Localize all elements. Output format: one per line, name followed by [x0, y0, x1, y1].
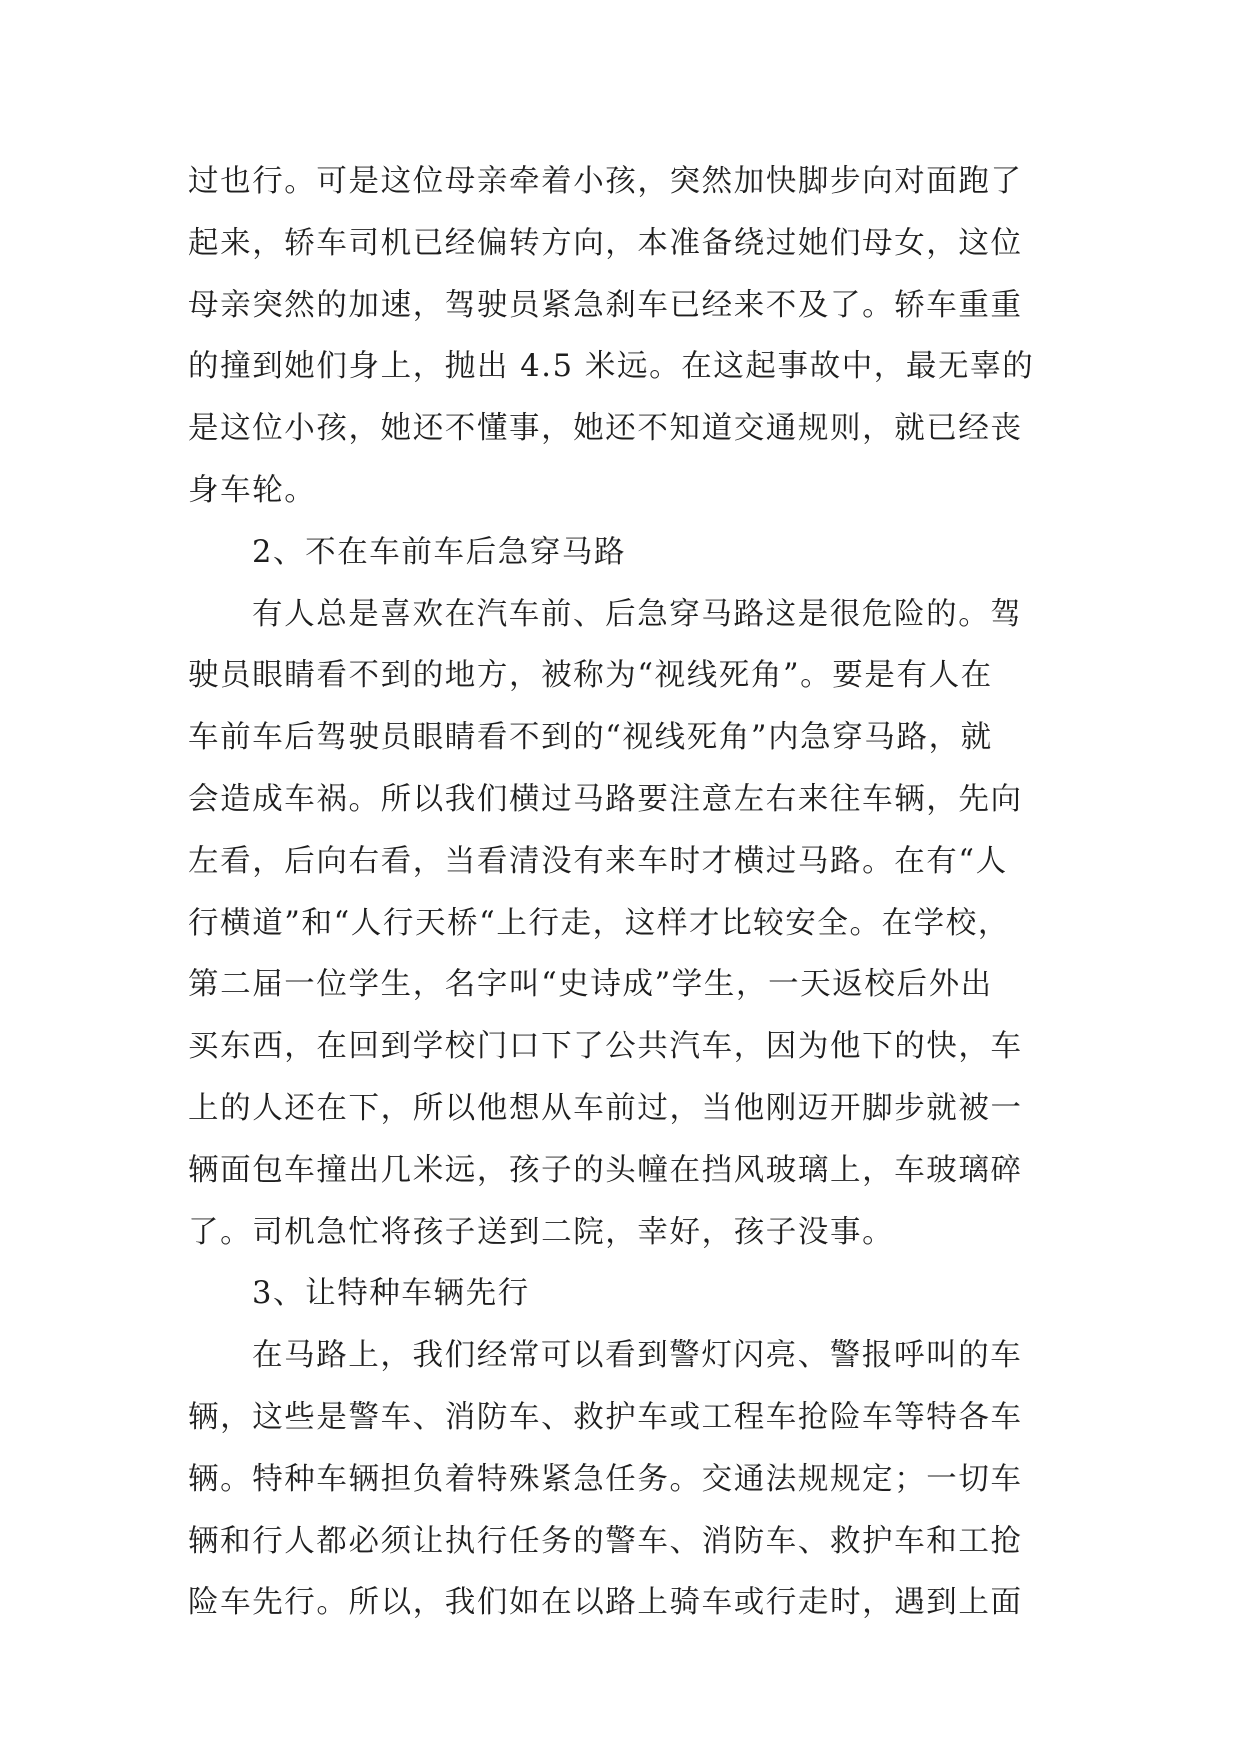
text-line: 有人总是喜欢在汽车前、后急穿马路这是很危险的。驾: [252, 596, 1023, 632]
text-line: 了。司机急忙将孩子送到二院，幸好，孩子没事。: [188, 1214, 895, 1250]
text-line: 在马路上，我们经常可以看到警灯闪亮、警报呼叫的车: [252, 1338, 1023, 1374]
document-body: [188, 151, 1052, 1634]
text-line: 辆，这些是警车、消防车、救护车或工程车抢险车等特各车: [188, 1399, 1023, 1435]
text-line: 身车轮。: [188, 472, 317, 508]
text-line: 买东西，在回到学校门口下了公共汽车，因为他下的快，车: [188, 1029, 1023, 1065]
text-line: 左看，后向右看，当看清没有来车时才横过马路。在有“人: [188, 843, 1008, 879]
text-line: 起来，轿车司机已经偏转方向，本准备绕过她们母女，这位: [188, 225, 1023, 261]
text-line: 的撞到她们身上，抛出 4.5 米远。在这起事故中，最无辜的: [188, 349, 1035, 385]
text-line: 母亲突然的加速，驾驶员紧急刹车已经来不及了。轿车重重: [188, 287, 1023, 323]
paragraph-section-2: [188, 584, 1052, 1264]
text-line: 上的人还在下，所以他想从车前过，当他刚迈开脚步就被一: [188, 1090, 1023, 1126]
text-line: 第二届一位学生，名字叫“史诗成”学生，一天返校后外出: [188, 967, 993, 1003]
text-line: 车前车后驾驶员眼睛看不到的“视线死角”内急穿马路，就: [188, 720, 993, 756]
text-line: 辆面包车撞出几米远，孩子的头幢在挡风玻璃上，车玻璃碎: [188, 1152, 1023, 1188]
text-line: 行横道”和“人行天桥“上行走，这样才比较安全。在学校，: [188, 905, 1010, 941]
text-line: 辆和行人都必须让执行任务的警车、消防车、救护车和工抢: [188, 1523, 1023, 1559]
text-line: 险车先行。所以，我们如在以路上骑车或行走时，遇到上面: [188, 1585, 1023, 1621]
text-line: 辆。特种车辆担负着特殊紧急任务。交通法规规定；一切车: [188, 1461, 1023, 1497]
text-line: 是这位小孩，她还不懂事，她还不知道交通规则，就已经丧: [188, 411, 1023, 447]
section-heading-2: 2、不在车前车后急穿马路: [252, 534, 627, 570]
text-line: 过也行。可是这位母亲牵着小孩，突然加快脚步向对面跑了: [188, 164, 1023, 199]
paragraph-section-3: [188, 1325, 1052, 1634]
text-line: 驶员眼睛看不到的地方，被称为“视线死角”。要是有人在: [188, 658, 993, 694]
text-line: 会造成车祸。所以我们横过马路要注意左右来往车辆，先向: [188, 781, 1023, 817]
paragraph-continuation: [188, 151, 1052, 522]
section-heading-3: 3、让特种车辆先行: [252, 1276, 530, 1312]
